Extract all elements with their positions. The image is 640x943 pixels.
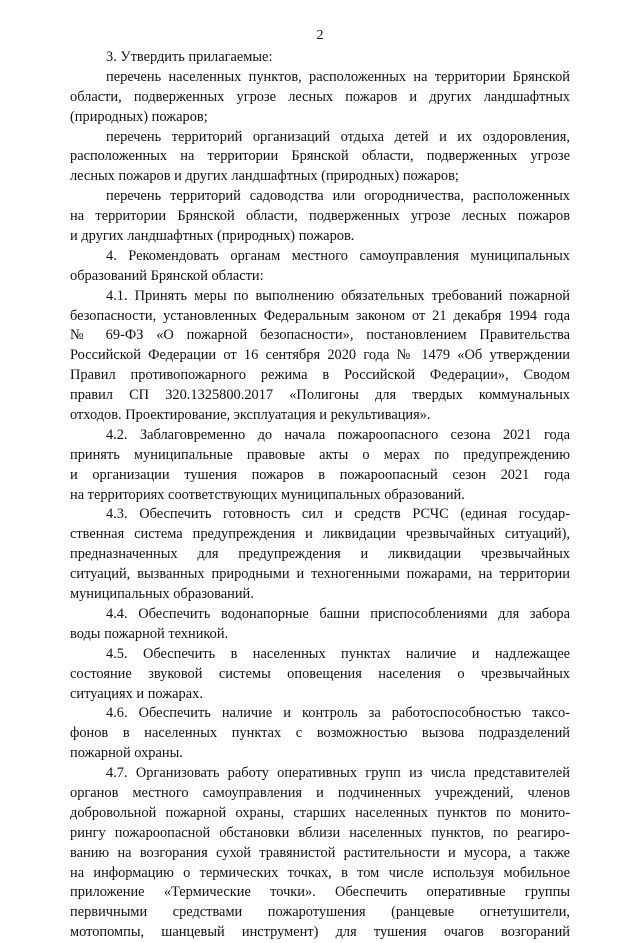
text-line: перечень территорий садоводства или огородничества, расположенных — [106, 188, 570, 205]
text-line: на информацию о термических точках, в том числе используя мобильное — [70, 864, 570, 881]
text-line: пожарной охраны. — [70, 745, 183, 762]
text-line: отходов. Проектирование, эксплуатация и рекультивация». — [70, 407, 431, 424]
text-line: образований Брянской области: — [70, 267, 264, 284]
text-line: 4.2. Заблаговременно до начала пожароопасного сезона 2021 года — [106, 426, 570, 443]
text-line: фонов в населенных пунктах с возможностью вызова подразделений — [70, 725, 570, 742]
text-line: 4.6. Обеспечить наличие и контроль за работоспособностью таксо- — [106, 705, 570, 722]
text-line: перечень территорий организаций отдыха детей и их оздоровления, — [106, 128, 570, 145]
text-line: на территории Брянской области, подверженных угрозе лесных пожаров — [70, 208, 570, 225]
text-line: на территориях соответствующих муниципальных образований. — [70, 486, 465, 503]
text-line: предназначенных для предупреждения и ликвидации чрезвычайных — [70, 546, 570, 563]
text-line: и других ландшафтных (природных) пожаров. — [70, 228, 355, 245]
text-line: безопасности, установленных Федеральным законом от 21 декабря 1994 года — [70, 307, 570, 324]
text-line: перечень населенных пунктов, расположенных на территории Брянской — [106, 68, 570, 85]
text-line: первичными средствами пожаротушения (ранцевые огнетушители, — [70, 904, 570, 921]
text-line: и организации тушения пожаров в пожароопасный сезон 2021 года — [70, 466, 570, 483]
text-line: состояние звуковой системы оповещения населения о чрезвычайных — [70, 665, 570, 682]
text-line: (природных) пожаров; — [70, 108, 208, 125]
text-line: принять муниципальные правовые акты о мерах по предупреждению — [70, 446, 570, 463]
text-line: 4.5. Обеспечить в населенных пунктах наличие и надлежащее — [106, 645, 570, 662]
text-line: ситуаций, вызванных природными и техногенными пожарами, на территории — [70, 566, 570, 583]
text-line: воды пожарной техникой. — [70, 625, 229, 642]
text-line: органов местного самоуправления и подчиненных учреждений, членов — [70, 784, 570, 801]
text-line: Правил противопожарного режима в Российской Федерации», Сводом — [70, 367, 570, 384]
page-number: 2 — [316, 28, 324, 43]
text-line: № 69-ФЗ «О пожарной безопасности», постановлением Правительства — [70, 327, 570, 344]
text-line: правил СП 320.1325800.2017 «Полигоны для твердых коммунальных — [70, 387, 570, 404]
text-line: приложение «Термические точки». Обеспечить оперативные группы — [70, 884, 570, 901]
text-line: 4.4. Обеспечить водонапорные башни приспособлениями для забора — [106, 605, 570, 622]
text-line: ванию на возгорания сухой травянистой растительности и мусора, а также — [70, 844, 570, 861]
text-line: 4.3. Обеспечить готовность сил и средств РСЧС (единая государ- — [106, 506, 570, 523]
text-line: добровольной пожарной охраны, старших населенных пунктов по монито- — [70, 804, 570, 821]
text-line: 3. Утвердить прилагаемые: — [106, 49, 273, 65]
text-line: Российской Федерации от 16 сентября 2020 года № 1479 «Об утверждении — [70, 347, 570, 364]
text-line: рингу пожароопасной обстановки вблизи населенных пунктов, по реагиро- — [70, 824, 570, 841]
text-line: ственная система предупреждения и ликвидации чрезвычайных ситуаций), — [70, 526, 570, 543]
text-line: муниципальных образований. — [70, 586, 254, 603]
text-line: области, подверженных угрозе лесных пожаров и других ландшафтных — [70, 88, 570, 105]
text-line: ситуациях и пожарах. — [70, 685, 203, 702]
text-line: 4. Рекомендовать органам местного самоуправления муниципальных — [106, 247, 570, 264]
text-line: лесных пожаров и других ландшафтных (природных) пожаров; — [70, 168, 459, 185]
text-line: 4.7. Организовать работу оперативных групп из числа представителей — [106, 765, 570, 782]
text-line: расположенных на территории Брянской области, подверженных угрозе — [70, 148, 570, 165]
document-body — [70, 48, 570, 943]
text-line: мотопомпы, шанцевый инструмент) для тушения очагов возгораний — [70, 924, 570, 941]
text-line: 4.1. Принять меры по выполнению обязательных требований пожарной — [106, 287, 570, 304]
